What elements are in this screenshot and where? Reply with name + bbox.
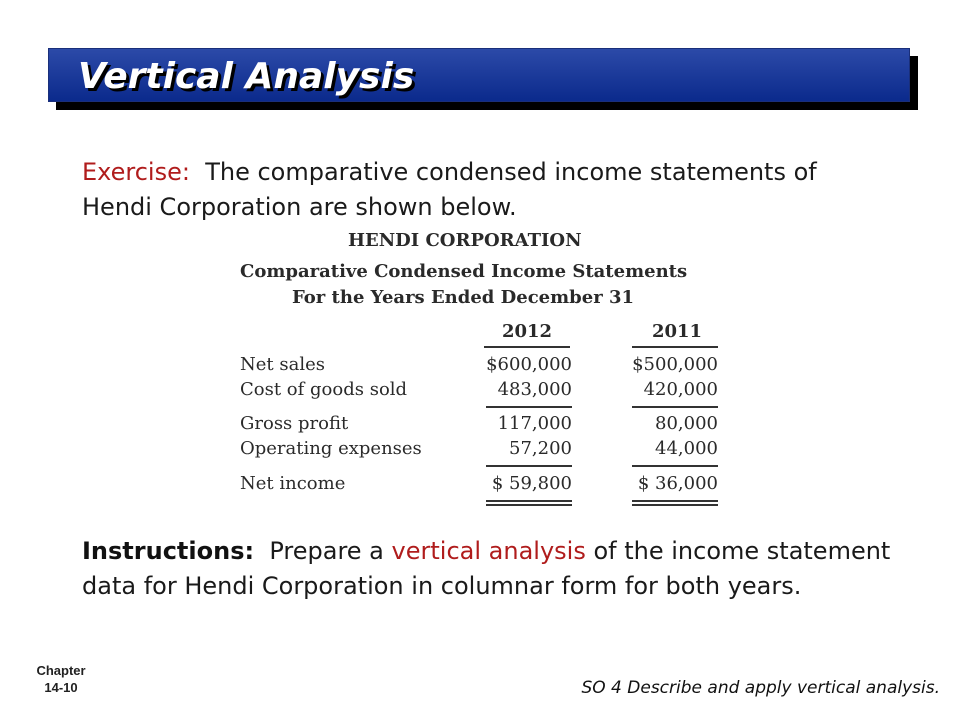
instructions-text-before: Prepare a [269, 537, 384, 565]
total-double-rule [632, 500, 718, 502]
value-2012: 57,200 [509, 438, 572, 459]
exercise-label: Exercise: [82, 158, 190, 186]
instructions-paragraph [82, 534, 892, 604]
value-2011: 44,000 [655, 438, 718, 459]
value-2011: $500,000 [632, 354, 718, 375]
value-2012: $600,000 [486, 354, 572, 375]
value-2012: 483,000 [497, 379, 572, 400]
statement-title: Comparative Condensed Income Statements [240, 261, 688, 282]
subtotal-rule [486, 406, 572, 408]
subtotal-rule [632, 465, 718, 467]
value-2011: 420,000 [643, 379, 718, 400]
value-2012: 117,000 [497, 413, 572, 434]
row-label-cogs: Cost of goods sold [240, 379, 408, 400]
exercise-paragraph [82, 155, 892, 225]
slide-title: Vertical Analysis [78, 56, 415, 97]
instructions-label: Instructions: [82, 537, 255, 565]
instructions-emphasis: vertical analysis [391, 537, 586, 565]
chapter-number: 14-10 [44, 680, 78, 695]
study-objective: SO 4 Describe and apply vertical analysis. [581, 678, 940, 698]
statement-period: For the Years Ended December 31 [292, 287, 635, 308]
year-header-2012: 2012 [501, 321, 553, 342]
subtotal-rule [486, 465, 572, 467]
total-double-rule [486, 504, 572, 506]
year-underline [632, 346, 718, 348]
exercise-text: The comparative condensed income statements of Hendi Corporation are shown below. [82, 158, 817, 221]
value-2011: 80,000 [655, 413, 718, 434]
instructions-text-after: of the income statement data for Hendi Corporation in columnar form for both years. [82, 537, 891, 600]
total-double-rule [486, 500, 572, 502]
chapter-label [16, 662, 106, 696]
chapter-word: Chapter [36, 663, 86, 678]
year-underline [484, 346, 570, 348]
statement-company: HENDI CORPORATION [348, 230, 582, 251]
subtotal-rule [632, 406, 718, 408]
value-2012: $ 59,800 [491, 473, 572, 494]
row-label-net-income: Net income [240, 473, 346, 494]
total-double-rule [632, 504, 718, 506]
value-2011: $ 36,000 [637, 473, 718, 494]
row-label-gross-profit: Gross profit [240, 413, 349, 434]
year-header-2011: 2011 [651, 321, 703, 342]
row-label-operating-expenses: Operating expenses [240, 438, 422, 459]
row-label-net-sales: Net sales [240, 354, 325, 375]
